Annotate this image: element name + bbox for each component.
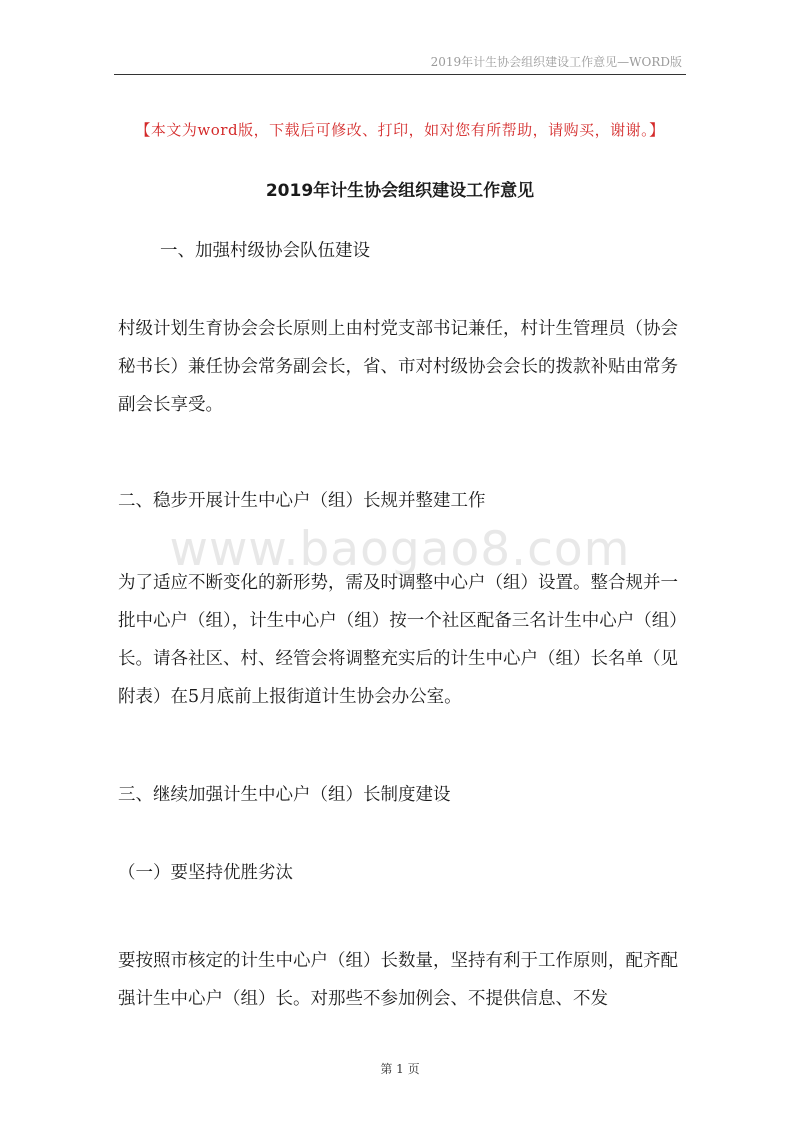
section-heading-3: 三、继续加强计生中心户（组）长制度建设 bbox=[118, 785, 451, 805]
purchase-notice: 【本文为word版，下载后可修改、打印，如对您有所帮助，请购买，谢谢。】 bbox=[135, 121, 665, 139]
header-divider bbox=[114, 74, 686, 75]
watermark: www.baogao8.com bbox=[169, 522, 631, 577]
section-heading-2: 二、稳步开展计生中心户（组）长规并整建工作 bbox=[118, 491, 486, 511]
paragraph-2: 为了适应不断变化的新形势，需及时调整中心户（组）设置。整合规并一批中心户（组），计生中心户（组）按一个社区配备三名计生中心户（组）长。请各社区、村、经管会将调整充实后的计生中心户（组）长名单（见附表）在5月底前上报街道计生协会办公室。 bbox=[118, 573, 678, 707]
paragraph-3: 要按照市核定的计生中心户（组）长数量，坚持有利于工作原则，配齐配强计生中心户（组）长。对那些不参加例会、不提供信息、不发 bbox=[118, 951, 678, 1009]
running-header: 2019年计生协会组织建设工作意见—WORD版 bbox=[430, 55, 682, 69]
section-heading-1: 一、加强村级协会队伍建设 bbox=[160, 241, 370, 261]
page-number: 第 1 页 bbox=[380, 1062, 420, 1076]
paragraph-1: 村级计划生育协会会长原则上由村党支部书记兼任，村计生管理员（协会秘书长）兼任协会常务副会长，省、市对村级协会会长的拨款补贴由常务副会长享受。 bbox=[118, 319, 678, 415]
document-title: 2019年计生协会组织建设工作意见 bbox=[265, 181, 535, 201]
subsection-heading-1: （一）要坚持优胜劣汰 bbox=[118, 863, 293, 883]
